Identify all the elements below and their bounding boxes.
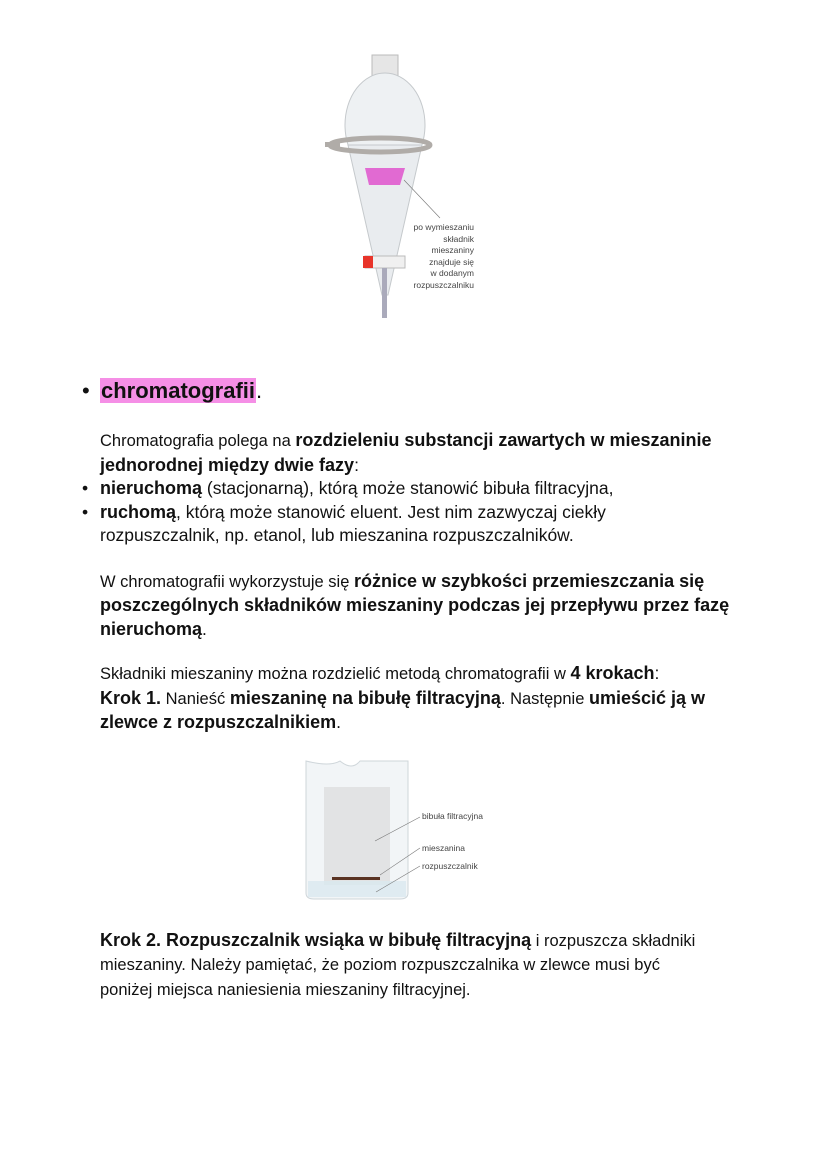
document-body [100, 377, 750, 1002]
highlighted-term: chromatografii [101, 378, 256, 403]
label-line: po wymieszaniu [413, 222, 474, 232]
beaker-figure [300, 757, 500, 907]
text: : [354, 454, 359, 475]
paragraph-definition [100, 429, 750, 477]
bold-text: 4 krokach [570, 663, 655, 683]
step-1 [100, 687, 720, 735]
text: . [336, 712, 341, 732]
text: Nanieść [161, 689, 230, 708]
paragraph-principle [100, 570, 740, 642]
label-filter-paper: bibuła filtracyjna [422, 810, 483, 821]
text: Składniki mieszaniny można rozdzielić metodą chromatografii w [100, 665, 571, 683]
text: , którą może stanowić eluent. Jest nim zazwyczaj ciekły rozpuszczalnik, np. etanol, lub mieszanina rozpuszczalników. [100, 501, 606, 545]
label-line: w dodanym [430, 268, 474, 278]
text: : [654, 663, 660, 683]
bold-text: różnice w szybkości przemieszczania się poszczególnych składników mieszaniny podczas jej przepływu przez fazę nieruchomą [100, 570, 730, 639]
text: W chromatografii wykorzystuje się [100, 572, 354, 591]
step-2 [100, 929, 700, 1003]
heading-chromatography [100, 377, 750, 405]
text: . [202, 618, 207, 639]
beaker-illustration [300, 757, 500, 907]
bold-text: ruchomą [100, 501, 177, 522]
label-line: znajduje się [429, 256, 474, 267]
step-number: Krok 1. [100, 687, 162, 708]
label-line: składnik [443, 233, 474, 244]
bullet-mobile [100, 501, 700, 548]
punct: . [256, 378, 263, 403]
paragraph-steps-intro [100, 662, 750, 687]
label-solvent: rozpuszczalnik [422, 860, 478, 871]
bullet-stationary [100, 477, 750, 501]
bold-text: nieruchomą [100, 478, 203, 498]
bold-text: umieścić ją w zlewce z rozpuszczalnikiem [100, 687, 706, 732]
label-mixture: mieszanina [422, 842, 465, 853]
text: Chromatografia polega na [100, 432, 296, 450]
bold-text: rozdzieleniu substancji zawartych w mieszaninie jednorodnej między dwie fazy [100, 430, 712, 475]
text: i rozpuszcza składniki mieszaniny. Należy pamiętać, że poziom rozpuszczalnika w zlewce musi być poniżej miejsca naniesienia mieszaniny filtracyjnej. [100, 931, 696, 999]
funnel-label [390, 222, 474, 291]
bold-text: Krok 2. Rozpuszczalnik wsiąka w bibułę filtracyjną [100, 929, 532, 950]
separatory-funnel-figure [320, 50, 480, 330]
bold-text: mieszaninę na bibułę filtracyjną [229, 687, 501, 708]
label-line: mieszaniny [431, 245, 474, 255]
text: (stacjonarną), którą może stanowić bibuła filtracyjna, [202, 478, 614, 498]
label-line: rozpuszczalniku [413, 279, 474, 290]
text: . Następnie [500, 689, 589, 708]
